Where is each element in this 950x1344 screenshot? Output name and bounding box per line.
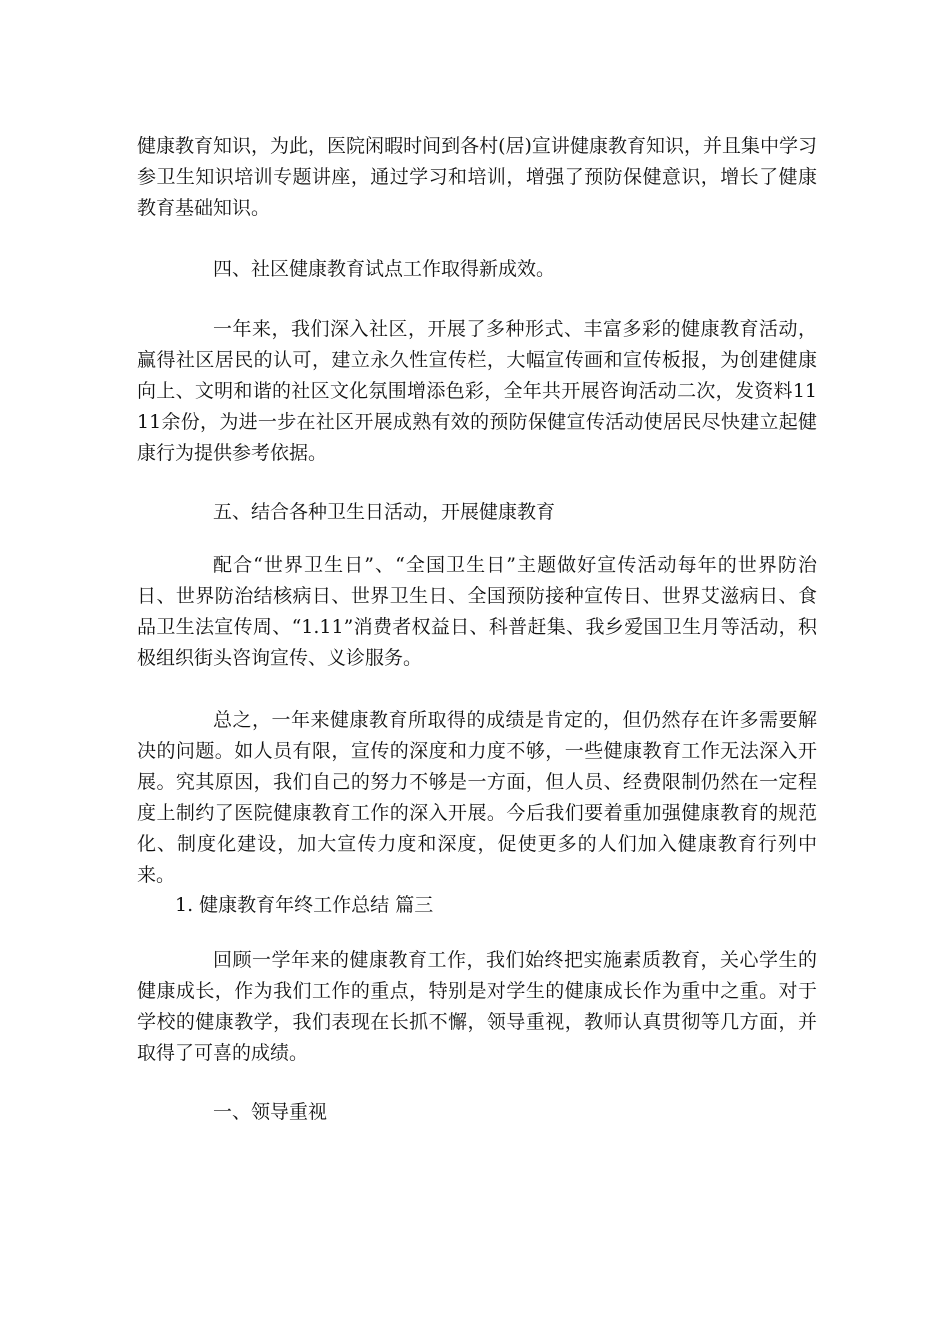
paragraph-health-knowledge-continuation: 健康教育知识，为此，医院闲暇时间到各村(居)宣讲健康教育知识，并且集中学习参卫生知识培训专题讲座，通过学习和培训，增强了预防保健意识，增长了健康教育基础知识。: [137, 135, 817, 219]
paragraph-health-days: 配合“世界卫生日”、“全国卫生日”主题做好宣传活动每年的世界防治日、世界防治结核病日、世界卫生日、全国预防接种宣传日、世界艾滋病日、食品卫生法宣传周、“1.11”消费者权益日、科普赶集、我乡爱国卫生月等活动，积极组织街头咨询宣传、义诊服务。: [137, 554, 817, 669]
paragraph-review-year: 回顾一学年来的健康教育工作，我们始终把实施素质教育，关心学生的健康成长，作为我们工作的重点，特别是对学生的健康成长作为重中之重。对于学校的健康教学，我们表现在长抓不懈，领导重视，教师认真贯彻等几方面，并取得了可喜的成绩。: [137, 949, 817, 1064]
heading-leadership: 一、领导重视: [213, 1101, 328, 1123]
paragraph-community-activities: 一年来，我们深入社区，开展了多种形式、丰富多彩的健康教育活动，赢得社区居民的认可，建立永久性宣传栏，大幅宣传画和宣传板报，为创建健康向上、文明和谐的社区文化氛围增添色彩，全年共开展咨询活动二次，发资料1111余份，为进一步在社区开展成熟有效的预防保健宣传活动使居民尽快建立起健康行为提供参考依据。: [137, 318, 817, 464]
heading-section-five: 五、结合各种卫生日活动，开展健康教育: [213, 501, 556, 523]
heading-part-three: 1. 健康教育年终工作总结 篇三: [175, 894, 434, 916]
heading-section-four: 四、社区健康教育试点工作取得新成效。: [213, 258, 556, 280]
paragraph-summary: 总之，一年来健康教育所取得的成绩是肯定的，但仍然存在许多需要解决的问题。如人员有限，宣传的深度和力度不够，一些健康教育工作无法深入开展。究其原因，我们自己的努力不够是一方面，但人员、经费限制仍然在一定程度上制约了医院健康教育工作的深入开展。今后我们要着重加强健康教育的规范化、制度化建设，加大宣传力度和深度，促使更多的人们加入健康教育行列中来。: [137, 709, 817, 886]
